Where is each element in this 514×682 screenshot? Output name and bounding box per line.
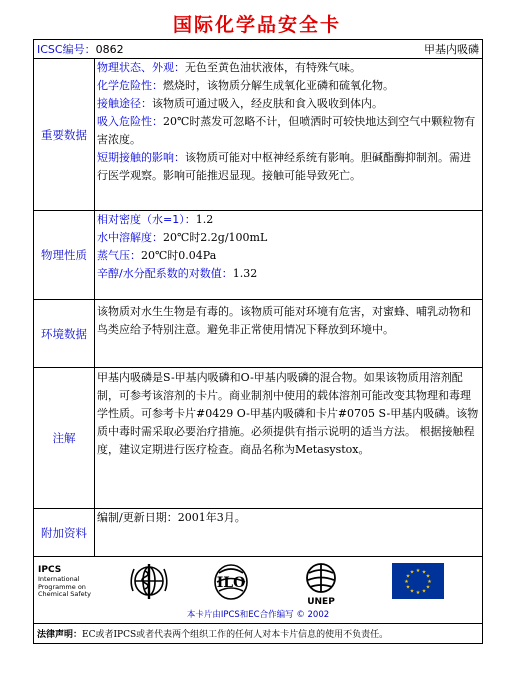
- important-item-key: 化学危险性：: [97, 79, 163, 92]
- card-header: [34, 40, 482, 59]
- icsc-label: ICSC编号：: [37, 43, 96, 56]
- svg-text:★: ★: [425, 573, 431, 580]
- unep-label: UNEP: [307, 597, 335, 607]
- svg-text:★: ★: [415, 590, 421, 596]
- important-item: [97, 113, 480, 149]
- environment-label: 环境数据: [34, 300, 95, 367]
- physical-item: [97, 247, 480, 265]
- important-item-key: 吸入危险性：: [97, 115, 163, 128]
- important-item-key: 短期接触的影响：: [97, 151, 185, 164]
- physical-item-text: 1.32: [232, 267, 258, 280]
- important-item: [97, 149, 480, 185]
- ipcs-line: Chemical Safety: [38, 590, 92, 598]
- ilo-label: ILO: [216, 575, 246, 591]
- physical-item: [97, 229, 480, 247]
- physical-item-text: 20℃时0.04Pa: [141, 249, 217, 262]
- important-item-key: 接触途径：: [97, 97, 152, 110]
- svg-text:★: ★: [421, 569, 427, 576]
- physical-item-key: 水中溶解度：: [97, 231, 163, 244]
- important-item: [97, 95, 480, 113]
- page-title: 国际化学品安全卡: [172, 14, 341, 36]
- footer-credit: 本卡片由IPCS和EC合作编写 © 2002: [186, 610, 330, 620]
- additional-info-content: 编制/更新日期：2001年3月。: [97, 511, 246, 524]
- environment-content: 该物质对水生生物是有毒的。该物质可能对环境有危害，对蜜蜂、哺乳动物和鸟类应给予特别注意。避免非正常使用情况下释放到环境中。: [97, 305, 471, 336]
- svg-text:★: ★: [415, 568, 421, 574]
- additional-info-section: [34, 509, 482, 557]
- important-item: [97, 77, 480, 95]
- physical-item-key: 辛醇/水分配系数的对数值：: [97, 267, 233, 280]
- svg-text:★: ★: [421, 588, 427, 595]
- icsc-number: ICSC编号：0862: [37, 43, 124, 56]
- svg-text:★: ★: [404, 579, 409, 585]
- physical-item-key: 相对密度（水=1）：: [97, 213, 196, 226]
- legal-notice: [34, 624, 482, 643]
- svg-text:★: ★: [427, 579, 432, 585]
- important-item: [97, 59, 480, 77]
- logos-row: [34, 557, 482, 624]
- important-item-text: 20℃时蒸发可忽略不计，但喷洒时可较快地达到空气中颗粒物有害浓度。: [97, 115, 476, 146]
- legal-text: EC或者IPCS或者代表两个组织工作的任何人对本卡片信息的使用不负责任。: [82, 630, 389, 640]
- environment-section: [34, 300, 482, 368]
- physical-item-text: 20℃时2.2g/100mL: [163, 231, 268, 244]
- physical-properties-content: [95, 211, 482, 299]
- svg-text:★: ★: [405, 584, 411, 591]
- important-data-content: [95, 59, 482, 210]
- legal-label: 法律声明：: [37, 630, 83, 640]
- svg-text:★: ★: [425, 584, 431, 591]
- physical-properties-section: [34, 211, 482, 300]
- notes-label: 注解: [34, 368, 95, 508]
- important-item-key: 物理状态、外观：: [97, 61, 185, 74]
- ipcs-line: Programme on: [38, 582, 86, 591]
- physical-properties-label: 物理性质: [34, 211, 95, 299]
- physical-item-key: 蒸气压：: [97, 249, 141, 262]
- important-item-text: 该物质可能对中枢神经系统有影响。胆碱酯酶抑制剂。需进行医学观察。影响可能推迟显现。接触可能导致死亡。: [97, 151, 471, 182]
- svg-text:★: ★: [409, 588, 415, 595]
- physical-item: [97, 265, 480, 283]
- svg-text:★: ★: [405, 573, 411, 580]
- chemical-name: 甲基内吸磷: [424, 43, 479, 56]
- physical-item: [97, 211, 480, 229]
- safety-card: [33, 39, 483, 644]
- additional-info-label: 附加资料: [34, 509, 95, 556]
- ipcs-line: International: [38, 575, 80, 583]
- notes-section: [34, 368, 482, 509]
- ipcs-logo: IPCS International Programme on Chemical Safety: [38, 565, 92, 598]
- eu-flag-icon: [392, 563, 444, 599]
- important-data-section: [34, 59, 482, 211]
- notes-content: 甲基内吸磷是S-甲基内吸磷和O-甲基内吸磷的混合物。如果该物质用溶剂配制，可参考该溶剂的卡片。商业制剂中使用的载体溶剂可能改变其物理和毒理学性质。可参考卡片#0429 O-甲基内吸磷和卡片#0705 S-甲基内吸磷。该物质中毒时需采取必要治疗措施。必须提供有指示说明的适当方法。 根据接触程度，建议定期进行医疗检查。商品名称为Metasystox。: [97, 371, 479, 456]
- svg-text:★: ★: [409, 569, 415, 576]
- important-item-text: 燃烧时，该物质分解生成氧化亚磷和硫氧化物。: [163, 79, 394, 92]
- important-item-text: 无色至黄色油状液体，有特殊气味。: [185, 61, 361, 74]
- ilo-emblem-icon: [209, 561, 253, 603]
- physical-item-text: 1.2: [195, 213, 214, 226]
- important-data-label: 重要数据: [34, 59, 95, 210]
- unep-emblem-icon: [299, 561, 343, 607]
- important-item-text: 该物质可通过吸入，经皮肤和食入吸收到体内。: [152, 97, 383, 110]
- who-emblem-icon: [127, 561, 171, 603]
